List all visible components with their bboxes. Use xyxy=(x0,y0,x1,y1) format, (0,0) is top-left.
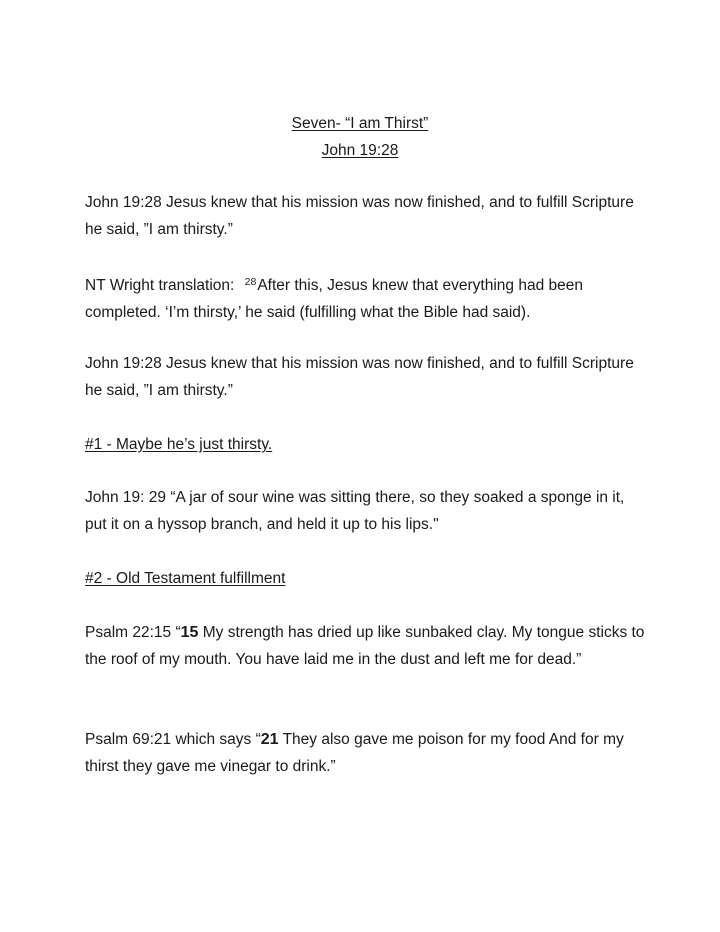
nt-wright-label: NT Wright translation: xyxy=(85,277,239,294)
psalm-22-text: My strength has dried up like sunbaked clay. My tongue sticks to the roof of my mouth. You have laid me in the dust and left me for dead.” xyxy=(85,624,645,668)
verse-number-21: 21 xyxy=(260,731,279,748)
document-title: Seven- “I am Thirst” xyxy=(291,115,429,132)
verse-number-28: 28 xyxy=(244,276,257,288)
psalm-69-prefix: Psalm 69:21 which says “ xyxy=(85,731,261,748)
psalm-22-prefix: Psalm 22:15 “ xyxy=(85,624,181,641)
paragraph-psalm-69-21 xyxy=(85,726,645,780)
nt-wright-text: After this, Jesus knew that everything had been completed. ‘I’m thirsty,’ he said (fulfilling what the Bible had said). xyxy=(85,277,584,321)
heading-maybe-just-thirsty: #1 - Maybe he’s just thirsty. xyxy=(85,436,273,453)
psalm-69-text: They also gave me poison for my food And for my thirst they gave me vinegar to drink.” xyxy=(85,731,624,775)
paragraph-john-19-28-repeat: John 19:28 Jesus knew that his mission was now finished, and to fulfill Scripture he said, ”I am thirsty.” xyxy=(85,355,634,399)
verse-number-15: 15 xyxy=(180,624,199,641)
paragraph-john-19-29: John 19: 29 “A jar of sour wine was sitting there, so they soaked a sponge in it, put it on a hyssop branch, and held it up to his lips." xyxy=(85,489,625,533)
heading-old-testament-fulfillment: #2 - Old Testament fulfillment xyxy=(85,570,286,587)
paragraph-psalm-22-15 xyxy=(85,619,645,673)
document-subtitle: John 19:28 xyxy=(321,142,399,159)
paragraph-nt-wright xyxy=(85,269,645,326)
paragraph-john-19-28: John 19:28 Jesus knew that his mission was now finished, and to fulfill Scripture he said, ”I am thirsty.” xyxy=(85,194,634,238)
